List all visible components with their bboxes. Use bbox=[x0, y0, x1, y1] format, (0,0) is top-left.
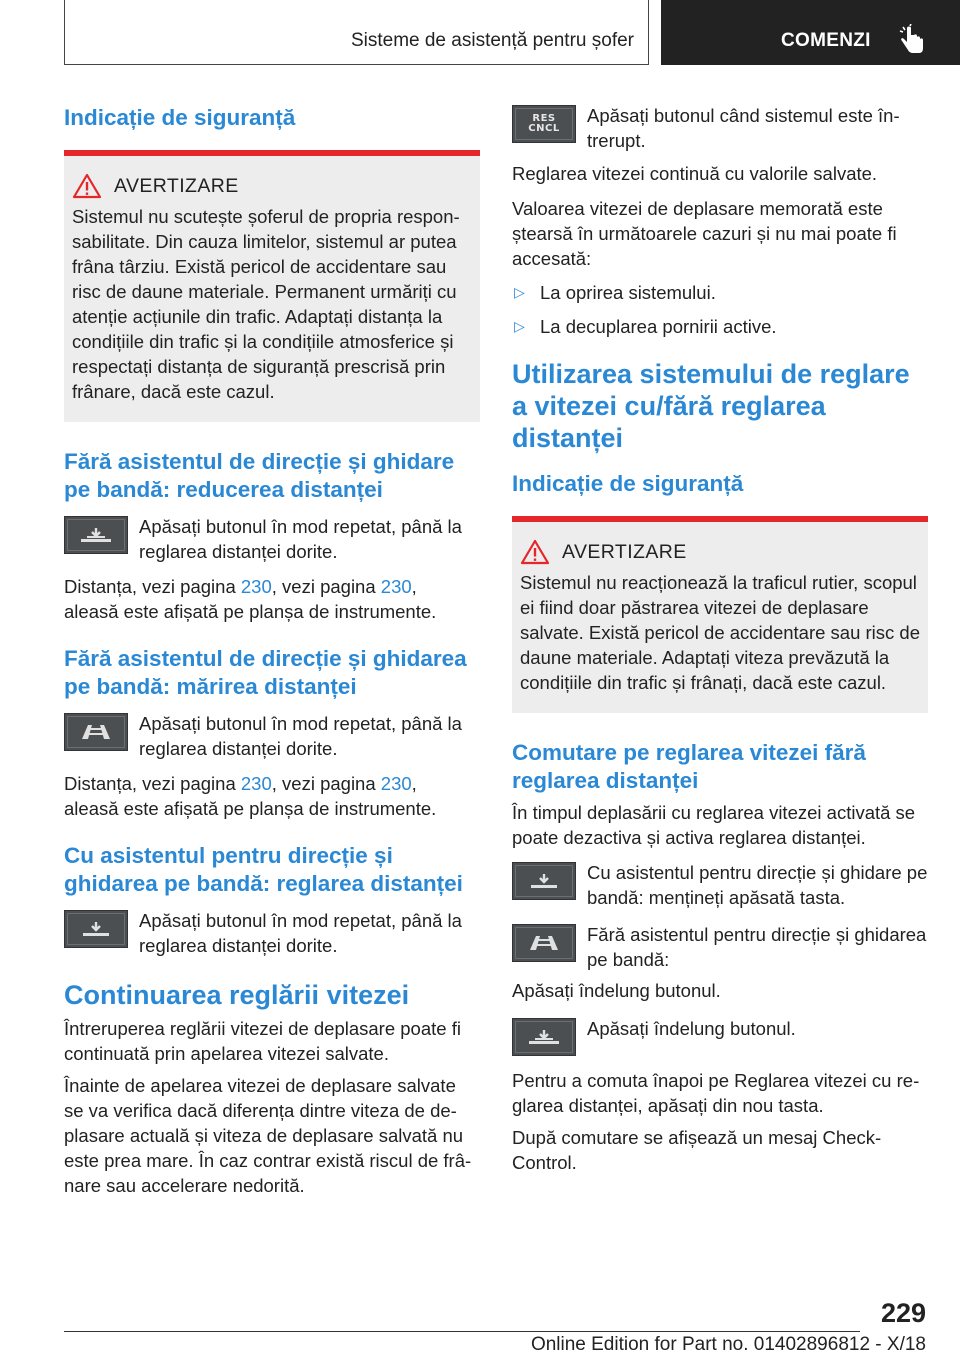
button-instruction bbox=[64, 908, 480, 958]
button-instruction-text: Fără asistentul pentru direcție și ghidarea pe bandă: bbox=[587, 924, 927, 970]
heading-adjust-distance-assist: Cu asistentul pentru direcție și ghidarea pe bandă: reglarea distanței bbox=[64, 843, 463, 896]
res-cncl-label bbox=[528, 114, 559, 134]
distance-increase-icon bbox=[527, 934, 561, 952]
button-instruction-text: Apăsați butonul în mod repetat, până la reglarea distanței dorite. bbox=[139, 910, 462, 956]
paragraph-long-press: Apăsați îndelung butonul. bbox=[512, 980, 721, 1001]
button-instruction bbox=[512, 1016, 928, 1056]
text-fragment: , bbox=[411, 576, 417, 597]
list-item-text: La oprirea sistemului. bbox=[540, 282, 716, 303]
page-link[interactable]: 230 bbox=[240, 773, 272, 794]
triangle-bullet-icon: ▷ bbox=[514, 284, 525, 300]
res-label: RES bbox=[532, 113, 556, 124]
distance-decrease-icon bbox=[527, 1028, 561, 1046]
button-instruction bbox=[512, 103, 928, 153]
text-fragment: aleasă este afișată pe planșa de instrumente. bbox=[64, 798, 437, 819]
text-fragment: , vezi pagina bbox=[271, 773, 381, 794]
hand-pointer-icon bbox=[897, 24, 927, 56]
header-section-box bbox=[64, 0, 649, 65]
text-fragment: Distanța, vezi pagina bbox=[64, 576, 241, 597]
footer-divider bbox=[64, 1331, 860, 1332]
res-cncl-button-image bbox=[512, 105, 576, 143]
distance-decrease-button-image bbox=[512, 1018, 576, 1056]
heading-increase-distance: Fără asistentul de direcție și ghidarea pe bandă: mărirea distanței bbox=[64, 646, 467, 699]
distance-increase-icon bbox=[79, 723, 113, 741]
cncl-label: CNCL bbox=[528, 123, 560, 134]
heading-switch-speed-control: Comutare pe reglarea vitezei fără reglarea distanței bbox=[512, 740, 866, 793]
list-item bbox=[512, 314, 928, 339]
paragraph-check-control: După comutare se afișează un mesaj Check-Control. bbox=[512, 1127, 882, 1173]
warning-text: Sistemul nu scutește șoferul de propria responsabilitate. Din cauza limitelor, sistemul ar putea frâna târziu. Există pericol de accidentare sau risc de daune materiale. Permanent urmăriți cu atenție acțiunile din trafic. Adaptați distanța la condițiile din trafic și la condițiile atmosferice și respectați distanța de siguranță prescrisă prin frânare, dacă este cazul. bbox=[72, 206, 460, 402]
page-link[interactable]: 230 bbox=[380, 773, 412, 794]
button-instruction bbox=[512, 860, 928, 910]
footer-edition: Online Edition for Part no. 01402896812 - X/18 bbox=[530, 1334, 926, 1355]
distance-decrease-button-image bbox=[64, 516, 128, 554]
header-tab-label: COMENZI bbox=[781, 30, 871, 51]
header-tab-comenzi[interactable] bbox=[661, 0, 960, 65]
text-fragment: , vezi pagina bbox=[271, 576, 381, 597]
warning-title: AVERTIZARE bbox=[114, 174, 239, 197]
paragraph-check-difference: Înainte de apelarea vitezei de deplasare salvate se va verifica dacă diferența dintre viteza de deplasare actuală și viteza de deplasare salvată nu este prea mare. În caz contrar există riscul de frânare sau accelerare nedorită. bbox=[64, 1075, 472, 1196]
button-instruction bbox=[512, 922, 928, 972]
heading-use-speed-system: Utilizarea sistemului de reglare a vitezei cu/fără reglarea distanței bbox=[512, 359, 910, 453]
distance-increase-button-image bbox=[64, 713, 128, 751]
page-number: 229 bbox=[880, 1298, 926, 1328]
page-link[interactable]: 230 bbox=[240, 576, 272, 597]
left-column bbox=[64, 96, 480, 1198]
warning-triangle-icon bbox=[72, 172, 102, 200]
heading-safety-note: Indicație de siguranță bbox=[512, 471, 744, 496]
page-link[interactable]: 230 bbox=[380, 576, 412, 597]
list-item bbox=[512, 280, 928, 305]
paragraph-continue: Întreruperea reglării vitezei de deplasare poate fi continuată prin apelarea vitezei salvate. bbox=[64, 1018, 461, 1064]
button-instruction-text: Apăsați butonul când sistemul este întrerupt. bbox=[587, 105, 900, 151]
text-fragment: aleasă este afișată pe planșa de instrumente. bbox=[64, 601, 437, 622]
distance-button-image bbox=[512, 862, 576, 900]
warning-title: AVERTIZARE bbox=[562, 540, 687, 563]
triangle-bullet-icon: ▷ bbox=[514, 318, 525, 334]
distance-icon bbox=[79, 920, 113, 938]
text-fragment: Distanța, vezi pagina bbox=[64, 773, 241, 794]
warning-box bbox=[64, 150, 480, 422]
button-instruction bbox=[64, 514, 480, 564]
heading-continue-speed-control: Continuarea reglării vitezei bbox=[64, 980, 410, 1010]
warning-triangle-icon bbox=[520, 538, 550, 566]
button-instruction-text: Cu asistentul pentru direcție și ghidare pe bandă: mențineți apăsată tasta. bbox=[587, 862, 928, 908]
heading-reduce-distance: Fără asistentul de direcție și ghidare pe bandă: reducerea distanței bbox=[64, 449, 455, 502]
button-instruction-text: Apăsați butonul în mod repetat, până la reglarea distanței dorite. bbox=[139, 713, 462, 759]
distance-decrease-icon bbox=[79, 526, 113, 544]
warning-box bbox=[512, 516, 928, 713]
paragraph-saved-values: Reglarea vitezei continuă cu valorile salvate. bbox=[512, 163, 878, 184]
paragraph-distance-display bbox=[64, 771, 480, 821]
list-item-text: La decuplarea pornirii active. bbox=[540, 316, 777, 337]
paragraph-distance-display bbox=[64, 574, 480, 624]
distance-icon bbox=[527, 872, 561, 890]
distance-increase-button-image bbox=[512, 924, 576, 962]
text-fragment: , bbox=[411, 773, 417, 794]
button-instruction bbox=[64, 711, 480, 761]
paragraph-deactivate: În timpul deplasării cu reglarea vitezei activată se poate dezactiva și activa reglarea distanței. bbox=[512, 802, 916, 848]
warning-text: Sistemul nu reacționează la traficul rutier, scopul ei fiind doar păstrarea vitezei de deplasare salvate. Există pericol de accidentare sau risc de daune materiale. Adaptați viteza prevăzută la condițiile din trafic și frânați, dacă este cazul. bbox=[520, 572, 921, 693]
button-instruction-text: Apăsați butonul în mod repetat, până la reglarea distanței dorite. bbox=[139, 516, 462, 562]
header-section-title: Sisteme de asistență pentru șofer bbox=[350, 30, 634, 51]
heading-safety-note: Indicație de siguranță bbox=[64, 105, 296, 130]
right-column bbox=[512, 103, 928, 1175]
button-instruction-text: Apăsați îndelung butonul. bbox=[587, 1018, 796, 1039]
paragraph-switch-back: Pentru a comuta înapoi pe Reglarea vitezei cu reglarea distanței, apăsați din nou tasta. bbox=[512, 1070, 920, 1116]
paragraph-memory-deleted: Valoarea vitezei de deplasare memorată este ștearsă în următoarele cazuri și nu mai poate fi accesată: bbox=[512, 198, 897, 269]
distance-button-image bbox=[64, 910, 128, 948]
